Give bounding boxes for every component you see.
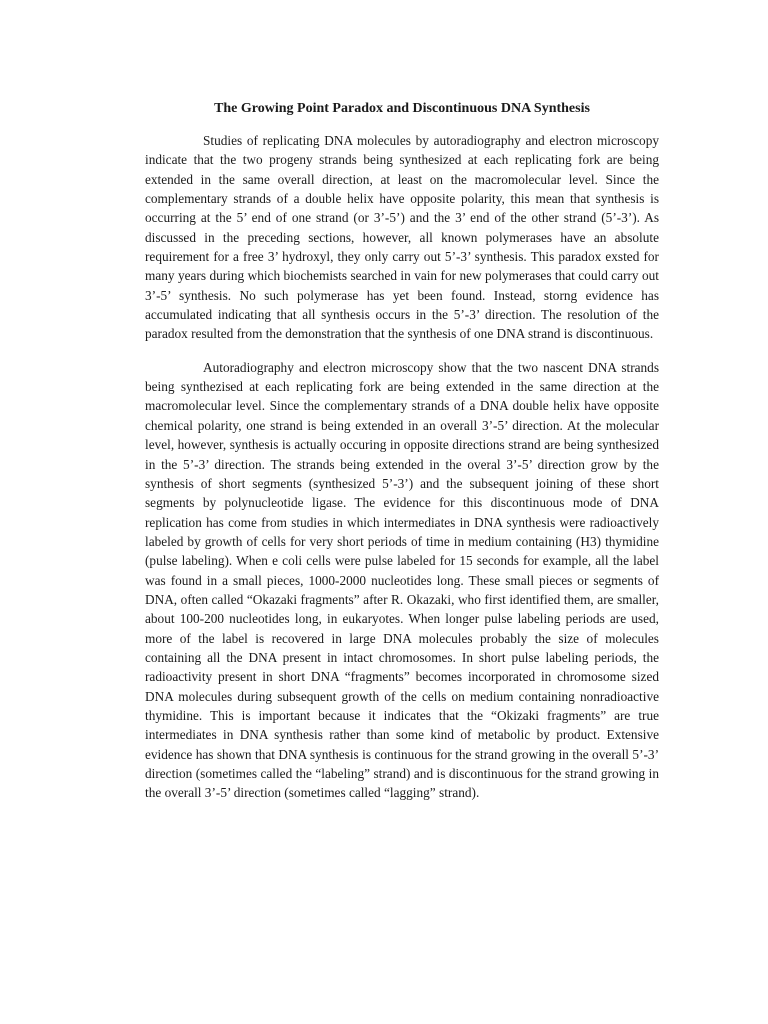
document-title: The Growing Point Paradox and Discontinuous DNA Synthesis bbox=[214, 101, 590, 116]
paragraph-1: Studies of replicating DNA molecules by autoradiography and electron microscopy indicate that the two progeny strands being synthesized at each replicating fork are being extended in the same overall direction, at least on the macromolecular level. Since the complementary strands of a double helix have opposite polarity, this mean that synthesis is occurring at the 5’ end of one strand (or 3’-5’) and the 3’ end of the other strand (5’-3’). As discussed in the preceding sections, however, all known polymerases have an absolute requirement for a free 3’ hydroxyl, they only carry out 5’-3’ synthesis. This paradox exsted for many years during which biochemists searched in vain for new polymerases that could carry out 3’-5’ synthesis. No such polymerase has yet been found. Instead, storng evidence has accumulated indicating that all synthesis occurs in the 5’-3’ direction. The resolution of the paradox resulted from the demonstration that the synthesis of one DNA strand is discontinuous. bbox=[145, 133, 659, 342]
paragraph-2: Autoradiography and electron microscopy show that the two nascent DNA strands being synthezised at each replicating fork are being extended in the same direction at the macromolecular level. Since the complementary strands of a DNA double helix have opposite chemical polarity, one strand is being extended in an overall 3’-5’ direction. At the molecular level, however, synthesis is actually occuring in opposite directions strand are being synthesized in the 5’-3’ direction. The strands being extended in the overal 3’-5’ direction grow by the synthesis of short segments (synthesized 5’-3’) and the subsequent joining of these short segments by polynucleotide ligase. The evidence for this discontinuous mode of DNA replication has come from studies in which intermediates in DNA synthesis were radioactively labeled by growth of cells for very short periods of time in medium containing (H3) thymidine (pulse labeling). When e coli cells were pulse labeled for 15 seconds for example, all the label was found in a small pieces, 1000-2000 nucleotides long. These small pieces or segments of DNA, often called “Okazaki fragments” after R. Okazaki, who first identified them, are smaller, about 100-200 nucleotides long, in eukaryotes. When longer pulse labeling periods are used, more of the label is recovered in large DNA molecules probably the size of molecules containing all the DNA present in intact chromosomes. In short pulse labeling periods, the radioactivity present in short DNA “fragments” becomes incorporated in chromosome sized DNA molecules during subsequent growth of the cells on medium containing nonradioactive thymidine. This is important because it indicates that the “Okizaki fragments” are true intermediates in DNA synthesis rather than some kind of metabolic by product. Extensive evidence has shown that DNA synthesis is continuous for the strand growing in the overall 5’-3’ direction (sometimes called the “labeling” strand) and is discontinuous for the strand growing in the overall 3’-5’ direction (sometimes called “lagging” strand). bbox=[145, 359, 659, 801]
document-body bbox=[145, 99, 659, 817]
